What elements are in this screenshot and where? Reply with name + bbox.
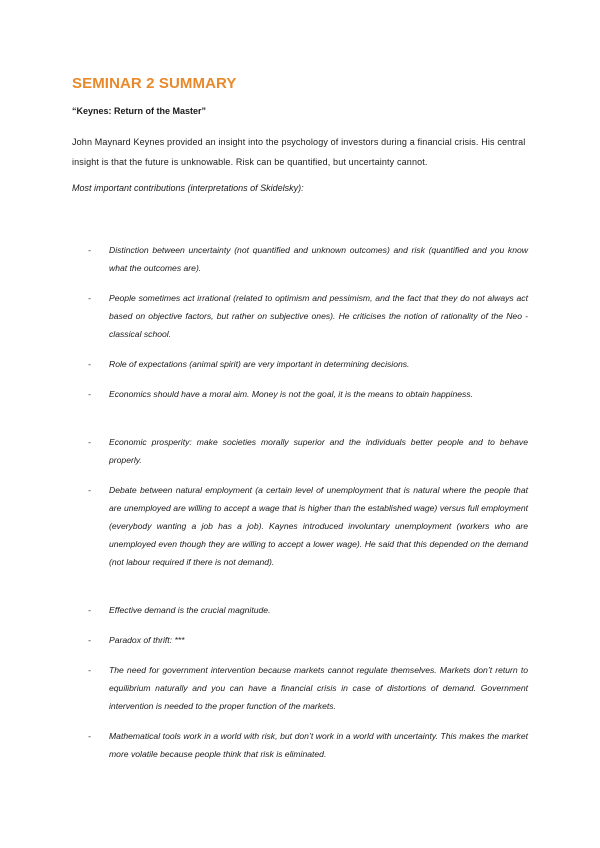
list-item: - Economics should have a moral aim. Money is not the goal, it is the means to obtain happiness. [88, 385, 528, 403]
dash-bullet-icon: - [88, 359, 91, 369]
dash-bullet-icon: - [88, 485, 91, 495]
intro-paragraph: John Maynard Keynes provided an insight into the psychology of investors during a financial crisis. His central insight is that the future is unknowable. Risk can be quantified, but uncertainty cannot. [72, 137, 526, 167]
dash-bullet-icon: - [88, 731, 91, 741]
list-item: - People sometimes act irrational (related to optimism and pessimism, and the fact that they do not always act based on objective factors, but rather on subjective ones). He criticises the notion of rationality of the Neo - classical school. [88, 289, 528, 343]
list-item: - Economic prosperity: make societies morally superior and the individuals better people and to behave properly. [88, 433, 528, 469]
dash-bullet-icon: - [88, 605, 91, 615]
list-item: - Mathematical tools work in a world with risk, but don’t work in a world with uncertainty. This makes the market more volatile because people think that risk is eliminated. [88, 727, 528, 763]
dash-bullet-icon: - [88, 245, 91, 255]
list-item: - Paradox of thrift: *** [88, 631, 528, 649]
list-item: - Debate between natural employment (a certain level of unemployment that is natural where the people that are unemployed are willing to accept a wage that is higher than the established wage) versus full employment (everybody wanting a job has a job). Kaynes introduced involuntary unemployment (workers who are unemployed even though they are willing to accept a lower wage). He said that this depended on the demand (not labour required if there is not demand). [88, 481, 528, 571]
list-item: - The need for government intervention because markets cannot regulate themselves. Markets don’t return to equilibrium naturally and you can have a financial crisis in case of distortions of demand. Government intervention is needed to the proper function of the markets. [88, 661, 528, 715]
dash-bullet-icon: - [88, 437, 91, 447]
dash-bullet-icon: - [88, 293, 91, 303]
dash-bullet-icon: - [88, 665, 91, 675]
document-title: SEMINAR 2 SUMMARY [72, 75, 237, 92]
dash-bullet-icon: - [88, 635, 91, 645]
dash-bullet-icon: - [88, 389, 91, 399]
list-item: - Role of expectations (animal spirit) are very important in determining decisions. [88, 355, 528, 373]
contributions-lead: Most important contributions (interpretations of Skidelsky): [72, 183, 304, 193]
document-subtitle: “Keynes: Return of the Master” [72, 106, 207, 116]
list-item: - Effective demand is the crucial magnitude. [88, 601, 528, 619]
list-item: - Distinction between uncertainty (not quantified and unknown outcomes) and risk (quantified and you know what the outcomes are). [88, 241, 528, 277]
